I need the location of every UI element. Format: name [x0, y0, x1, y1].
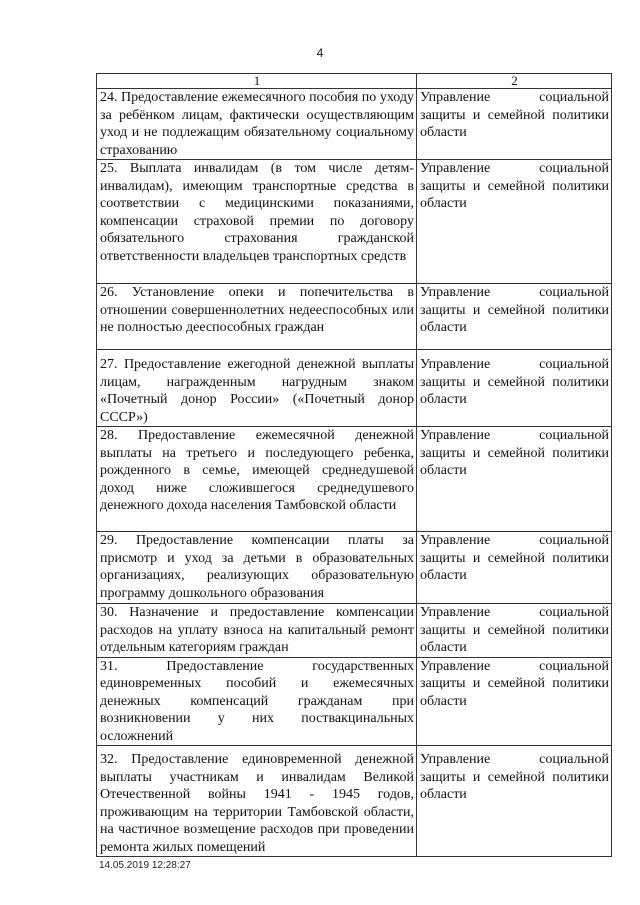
service-cell: 31. Предоставление государственных единовременных пособий и ежемесячных денежных компенсаций гражданам при возникновении у них поствакцинальных осложнений — [97, 657, 417, 746]
print-timestamp: 14.05.2019 12:28:27 — [99, 860, 191, 871]
service-cell: 30. Назначение и предоставление компенсации расходов на уплату взноса на капитальный ремонт отдельным категориям граждан — [97, 604, 417, 658]
service-cell: 27. Предоставление ежегодной денежной выплаты лицам, награжденным нагрудным знаком «Почетный донор России» («Почетный донор СССР») — [97, 350, 417, 427]
org-cell: Управление социальной защиты и семейной политики области — [417, 427, 612, 532]
service-cell: 24. Предоставление ежемесячного пособия по уходу за ребёнком лицам, фактически осуществляющим уход и не подлежащим обязательному социальному страхованию — [97, 89, 417, 160]
service-cell: 28. Предоставление ежемесячной денежной выплаты на третьего и последующего ребенка, рожденного в семье, имеющей среднедушевой доход ниже сложившегося среднедушевого денежного дохода населения Тамбовской области — [97, 427, 417, 532]
table-row — [97, 604, 612, 658]
table-row — [97, 284, 612, 350]
org-cell: Управление социальной защиты и семейной политики области — [417, 604, 612, 658]
org-cell: Управление социальной защиты и семейной политики области — [417, 284, 612, 350]
table-row — [97, 532, 612, 604]
service-cell: 29. Предоставление компенсации платы за присмотр и уход за детьми в образовательных организациях, реализующих образовательную программу дошкольного образования — [97, 532, 417, 604]
org-cell: Управление социальной защиты и семейной политики области — [417, 89, 612, 160]
column-header-2: 2 — [417, 74, 612, 89]
table-row — [97, 89, 612, 160]
column-header-1: 1 — [97, 74, 417, 89]
service-cell: 32. Предоставление единовременной денежной выплаты участникам и инвалидам Великой Отечественной войны 1941 - 1945 годов, проживающим на территории Тамбовской области, на частичное возмещение расходов при проведении ремонта жилых помещений — [97, 746, 417, 857]
table-row — [97, 746, 612, 857]
org-cell: Управление социальной защиты и семейной политики области — [417, 657, 612, 746]
table-header-row — [97, 74, 612, 89]
table-row — [97, 160, 612, 284]
table-row — [97, 657, 612, 746]
table-row — [97, 427, 612, 532]
page-number: 4 — [316, 46, 324, 60]
org-cell: Управление социальной защиты и семейной политики области — [417, 532, 612, 604]
org-cell: Управление социальной защиты и семейной политики области — [417, 350, 612, 427]
org-cell: Управление социальной защиты и семейной политики области — [417, 746, 612, 857]
org-cell: Управление социальной защиты и семейной политики области — [417, 160, 612, 284]
services-table — [96, 73, 612, 857]
service-cell: 25. Выплата инвалидам (в том числе детям-инвалидам), имеющим транспортные средства в соответствии с медицинскими показаниями, компенсации страховой премии по договору обязательного страхования гражданской ответственности владельцев транспортных средств — [97, 160, 417, 284]
table-row — [97, 350, 612, 427]
service-cell: 26. Установление опеки и попечительства в отношении совершеннолетних недееспособных или не полностью дееспособных граждан — [97, 284, 417, 350]
